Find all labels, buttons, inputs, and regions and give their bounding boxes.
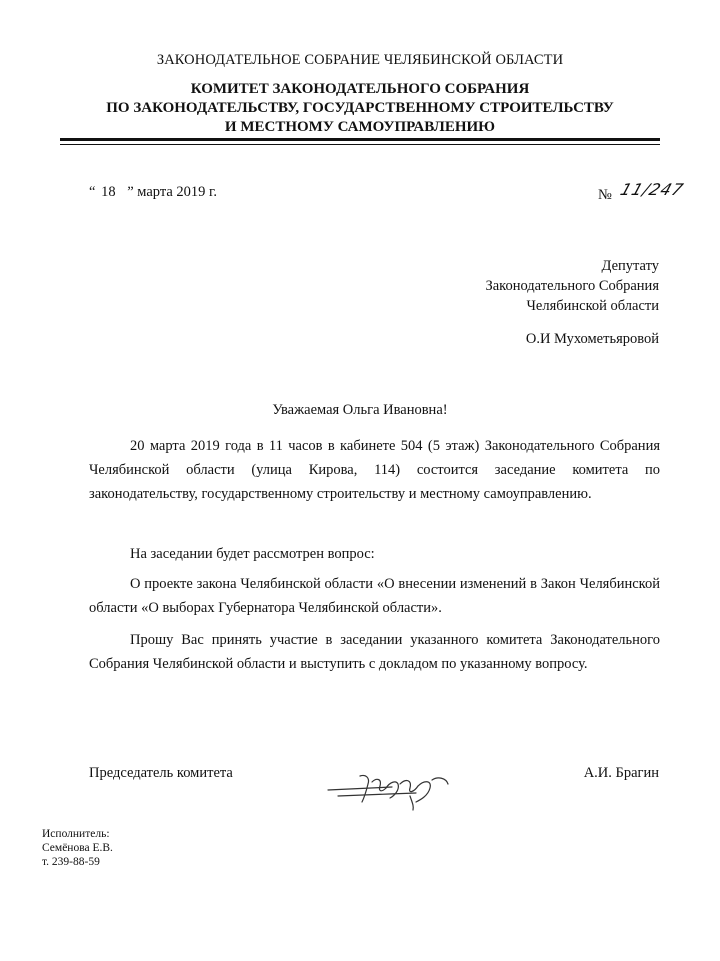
- greeting: Уважаемая Ольга Ивановна!: [272, 402, 448, 418]
- date-close-quote: ”: [127, 184, 134, 200]
- committee-line-1: КОМИТЕТ ЗАКОНОДАТЕЛЬНОГО СОБРАНИЯ: [190, 81, 530, 97]
- paragraph-text: О проекте закона Челябинской области «О внесении изменений в Закон Челябинской области «О выборах Губернатора Челябинской области».: [89, 576, 660, 616]
- executor-block: [42, 827, 113, 869]
- paragraph-text: На заседании будет рассмотрен вопрос:: [130, 546, 375, 562]
- committee-line-3: И МЕСТНОМУ САМОУПРАВЛЕНИЮ: [224, 119, 496, 135]
- signatory-name: А.И. Брагин: [583, 765, 659, 781]
- signatory-title: Председатель комитета: [89, 765, 233, 781]
- registration-number: [598, 180, 687, 204]
- number-value-handwritten: 11/247: [618, 180, 687, 199]
- addressee-name: О.И Мухометьяровой: [525, 331, 659, 347]
- addressee-line-3: Челябинской области: [526, 298, 659, 314]
- paragraph-text: 20 марта 2019 года в 11 часов в кабинете 504 (5 этаж) Законодательного Собрания Челябинской области (улица Кирова, 114) состоится заседание комитета по законодательству, государственному строительству и местному самоуправлению.: [89, 438, 660, 502]
- addressee-block: [485, 256, 659, 316]
- header-divider-thin: [60, 144, 660, 145]
- handwritten-signature: [320, 762, 470, 812]
- body-paragraph-4: [89, 628, 660, 676]
- date-open-quote: “: [89, 184, 96, 200]
- committee-line-2: ПО ЗАКОНОДАТЕЛЬСТВУ, ГОСУДАРСТВЕННОМУ СТРОИТЕЛЬСТВУ: [106, 100, 614, 116]
- addressee-line-2: Законодательного Собрания: [485, 278, 659, 294]
- number-sign: №: [598, 187, 612, 203]
- executor-label: Исполнитель:: [42, 828, 110, 840]
- body-paragraph-3: [89, 572, 660, 620]
- date-month-year: марта 2019 г.: [137, 184, 217, 200]
- document-date: [89, 184, 217, 201]
- header-divider-thick: [60, 138, 660, 141]
- committee-name: [0, 80, 720, 137]
- body-paragraph-2: [89, 542, 660, 566]
- body-paragraph-1: [89, 434, 660, 506]
- paragraph-text: Прошу Вас принять участие в заседании указанного комитета Законодательного Собрания Челябинской области и выступить с докладом по указанному вопросу.: [89, 632, 660, 672]
- date-day: 18: [101, 184, 116, 200]
- addressee-line-1: Депутату: [601, 258, 659, 274]
- organization-name: ЗАКОНОДАТЕЛЬНОЕ СОБРАНИЕ ЧЕЛЯБИНСКОЙ ОБЛАСТИ: [156, 52, 564, 68]
- executor-name: Семёнова Е.В.: [42, 842, 113, 854]
- executor-phone: т. 239-88-59: [42, 856, 100, 868]
